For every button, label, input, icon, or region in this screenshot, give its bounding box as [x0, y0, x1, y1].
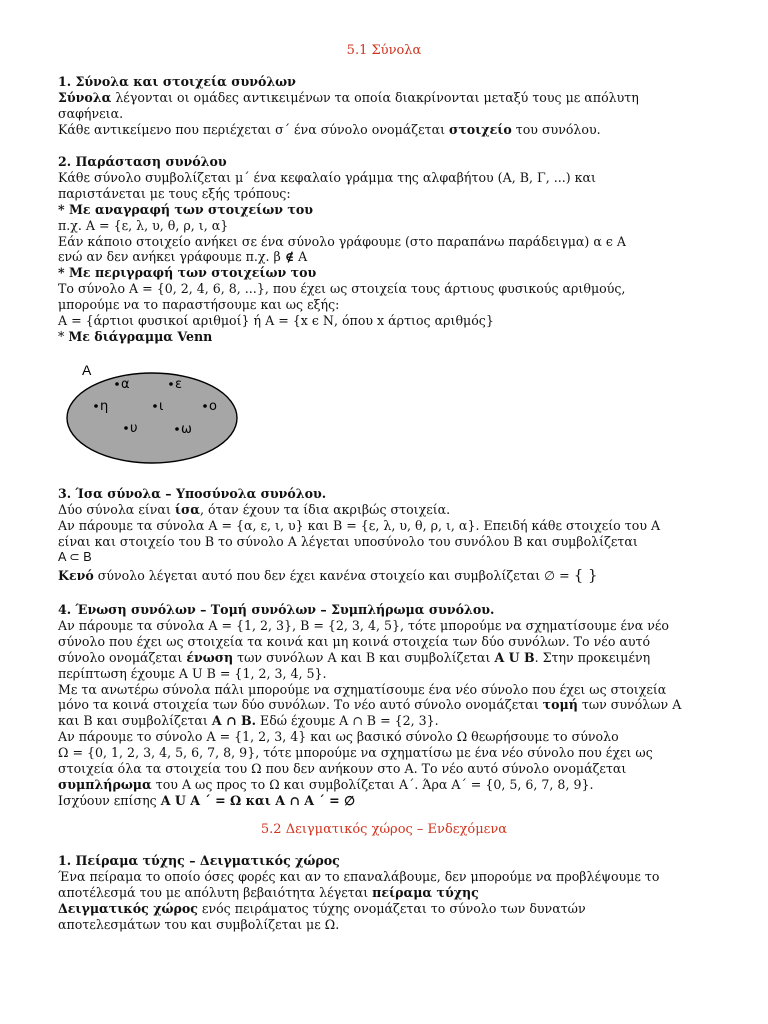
subsection-equal-subsets	[58, 486, 718, 583]
text-line: Ισχύουν επίσης Α U Α ΄ = Ω και Α ∩ Α ΄ = ∅	[58, 792, 356, 808]
venn-dot	[169, 382, 173, 386]
heading-venn: * Με διάγραμμα Venn	[58, 328, 213, 344]
text-line: μπορούμε να το παραστήσουμε και ως εξής:	[58, 297, 340, 313]
text-line: Με τα ανωτέρω σύνολα πάλι μπορούμε να σχηματίσουμε ένα νέο σύνολο που έχει ως στοιχεία	[58, 681, 667, 697]
text-line: ενώ αν δεν ανήκει γράφουμε π.χ. β ∉ Α	[58, 249, 308, 265]
venn-element: ε	[175, 377, 183, 392]
text-line: σύνολο ονομάζεται ένωση των συνόλων Α και Β και συμβολίζεται Α U Β. Στην προκειμένη	[58, 649, 651, 665]
venn-set-label: Α	[82, 362, 92, 378]
text-line: περίπτωση έχουμε Α U Β = {1, 2, 3, 4, 5}.	[58, 665, 327, 681]
venn-dot	[94, 404, 98, 408]
text-line: Αν πάρουμε το σύνολο Α = {1, 2, 3, 4} και ως βασικό σύνολο Ω θεωρήσουμε το σύνολο	[58, 729, 619, 745]
venn-dot	[124, 426, 128, 430]
text-line: Δύο σύνολα είναι ίσα, όταν έχουν τα ίδια ακριβώς στοιχεία.	[58, 501, 451, 517]
text-line: Ένα πείραμα το οποίο όσες φορές και αν το επαναλάβουμε, δεν μπορούμε να προβλέψουμε το	[58, 868, 660, 884]
venn-dot	[115, 382, 119, 386]
venn-element: ο	[209, 399, 217, 414]
text-line: σύνολο που έχει ως στοιχεία τα κοινά και μη κοινά στοιχεία των δύο συνόλων. Το νέο αυτό	[58, 633, 651, 649]
venn-element: η	[100, 399, 109, 414]
text-line: μόνο τα κοινά στοιχεία των δύο συνόλων. Το νέο αυτό σύνολο ονομάζεται τομή των συνόλων Α	[58, 697, 682, 713]
subsection-sets-elements	[58, 74, 718, 138]
subsection-set-representation	[58, 154, 718, 345]
text-line: συμπλήρωμα του Α ως προς το Ω και συμβολίζεται Α΄. Άρα Α΄ = {0, 5, 6, 7, 8, 9}.	[58, 776, 594, 792]
text-line: Εάν κάποιο στοιχείο ανήκει σε ένα σύνολο γράφουμε (στο παραπάνω παράδειγμα) α ϵ Α	[58, 233, 626, 249]
text-line: Το σύνολο Α = {0, 2, 4, 6, 8, ...}, που έχει ως στοιχεία τους άρτιους φυσικούς αριθμούς,	[58, 281, 626, 297]
heading-sets-elements: 1. Σύνολα και στοιχεία συνόλων	[58, 74, 296, 89]
venn-element: υ	[130, 421, 138, 436]
venn-element: α	[121, 377, 130, 392]
heading-set-representation: 2. Παράσταση συνόλου	[58, 154, 227, 169]
venn-diagram	[60, 362, 240, 466]
venn-dot	[203, 404, 207, 408]
heading-by-description: * Με περιγραφή των στοιχείων του	[58, 265, 317, 281]
text-line: παριστάνεται με τους εξής τρόπους:	[58, 185, 291, 201]
venn-element: ω	[181, 422, 192, 437]
venn-set-ellipse	[67, 373, 237, 463]
paragraph-sets-definition: Σύνολα λέγονται οι ομάδες αντικειμένων τα οποία διακρίνονται μεταξύ τους με απόλυτη	[58, 89, 639, 105]
paragraph-element-definition: Κάθε αντικείμενο που περιέχεται σ΄ ένα σύνολο ονομάζεται στοιχείο του συνόλου.	[58, 121, 601, 137]
text-line: και Β και συμβολίζεται Α ∩ Β. Εδώ έχουμε Α ∩ Β = {2, 3}.	[58, 713, 439, 729]
text-line: Ω = {0, 1, 2, 3, 4, 5, 6, 7, 8, 9}, τότε μπορούμε να σχηματίσω με ένα νέο σύνολο που έχει ως	[58, 745, 653, 761]
paragraph-sets-definition-cont: σαφήνεια.	[58, 105, 124, 121]
text-line: Αν πάρουμε τα σύνολα Α = {α, ε, ι, υ} και Β = {ε, λ, υ, θ, ρ, ι, α}. Επειδή κάθε στοιχείο του Α	[58, 517, 661, 533]
venn-dot	[175, 427, 179, 431]
text-line: Κάθε σύνολο συμβολίζεται μ΄ ένα κεφαλαίο γράμμα της αλφαβήτου (Α, Β, Γ, ...) και	[58, 169, 596, 185]
section-title-sample-space: 5.2 Δειγματικός χώρος – Ενδεχόμενα	[260, 822, 508, 837]
heading-union-intersection: 4. Ένωση συνόλων – Τομή συνόλων – Συμπλήρωμα συνόλου.	[58, 602, 495, 617]
text-line: στοιχεία όλα τα στοιχεία του Ω που δεν ανήκουν στο Α. Το νέο αυτό σύνολο ονομάζεται	[58, 761, 627, 777]
text-line: Α = {άρτιοι φυσικοί αριθμοί} ή Α = {x ϵ Ν, όπου x άρτιος αριθμός}	[58, 313, 494, 329]
text-line: αποτέλεσμά του με απόλυτη βεβαιότητα λέγεται πείραμα τύχης	[58, 884, 479, 900]
empty-set-line: Κενό σύνολο λέγεται αυτό που δεν έχει κανένα στοιχείο και συμβολίζεται ∅ = { }	[58, 565, 598, 584]
heading-random-experiment: 1. Πείραμα τύχης – Δειγματικός χώρος	[58, 853, 340, 868]
text-line: π.χ. Α = {ε, λ, υ, θ, ρ, ι, α}	[58, 217, 229, 233]
subsection-union-intersection	[58, 602, 718, 809]
text-line: αποτελεσμάτων του και συμβολίζεται με Ω.	[58, 916, 340, 932]
venn-dot	[153, 404, 157, 408]
text-line: Δειγματικός χώρος ενός πειράματος τύχης ονομάζεται το σύνολο των δυνατών	[58, 900, 586, 916]
not-element-symbol: ∉	[284, 249, 295, 265]
text-line: είναι και στοιχείο του Β το σύνολο Α λέγεται υποσύνολο του συνόλου Β και συμβολίζεται	[58, 533, 638, 549]
heading-equal-subsets: 3. Ίσα σύνολα – Υποσύνολα συνόλου.	[58, 486, 327, 501]
heading-by-listing: * Με αναγραφή των στοιχείων του	[58, 201, 313, 217]
subsection-random-experiment	[58, 853, 718, 933]
text-line: Αν πάρουμε τα σύνολα Α = {1, 2, 3}, Β = {2, 3, 4, 5}, τότε μπορούμε να σχηματίσουμε ένα νέο	[58, 617, 669, 633]
section-title-sets: 5.1 Σύνολα	[346, 43, 422, 58]
subset-notation: Α ⊂ Β	[58, 549, 92, 564]
venn-element: ι	[159, 399, 164, 414]
